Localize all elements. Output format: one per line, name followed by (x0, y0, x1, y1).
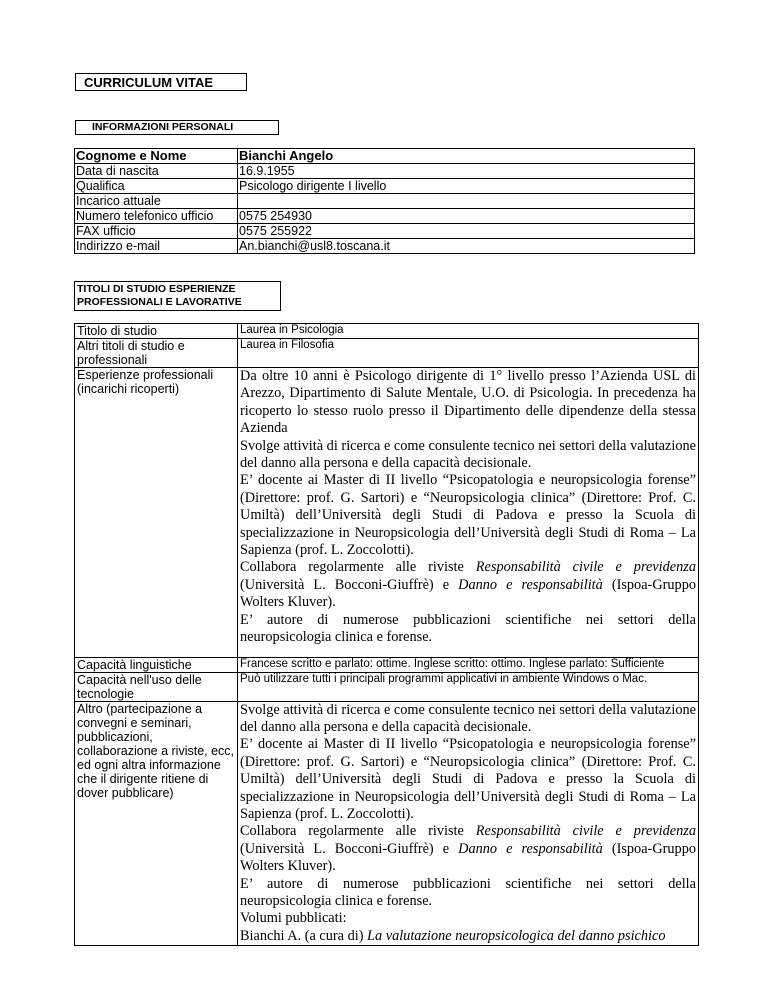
label-name: Cognome e Nome (75, 149, 238, 164)
label-technology: Capacità nell'uso delle tecnologie (75, 672, 238, 701)
label-experience: Esperienze professionali (incarichi ricoperti) (75, 368, 238, 658)
text-span: (Ispoa-Gruppo Wolters Kluver). (240, 576, 696, 611)
personal-info-table (74, 148, 695, 254)
label-languages: Capacità linguistiche (75, 657, 238, 672)
value-other-degrees: Laurea in Filosofia (238, 339, 699, 368)
other-paragraph: E’ autore di numerose pubblicazioni scientifiche nei settori della neuropsicologia clinica e forense. (240, 875, 696, 909)
table-row (75, 657, 699, 672)
text-span: (Ispoa-Gruppo Wolters Kluver). (240, 840, 696, 875)
text-span: (Università L. Bocconi-Giuffrè) e (240, 576, 459, 593)
text-span: Collabora regolarmente alle riviste (240, 823, 476, 840)
table-row (75, 672, 699, 701)
value-qualification: Psicologo dirigente I livello (238, 179, 695, 194)
value-office-phone: 0575 254930 (238, 209, 695, 224)
document-title: CURRICULUM VITAE (75, 73, 247, 91)
other-paragraph (240, 928, 696, 945)
value-experience (238, 368, 699, 658)
value-birthdate: 16.9.1955 (238, 164, 695, 179)
value-technology: Può utilizzare tutti i principali programmi applicativi in ambiente Windows o Mac. (238, 672, 699, 701)
text-span: Collabora regolarmente alle riviste (240, 559, 476, 576)
table-row (75, 194, 695, 209)
value-languages: Francese scritto e parlato: ottime. Inglese scritto: ottimo. Inglese parlato: Sufficiente (238, 657, 699, 672)
value-other (238, 701, 699, 946)
value-fax: 0575 255922 (238, 224, 695, 239)
journal-title: Responsabilità civile e previdenza (475, 559, 696, 576)
label-degree: Titolo di studio (75, 324, 238, 339)
label-other-degrees: Altri titoli di studio e professionali (75, 339, 238, 368)
experience-paragraph: E’ autore di numerose pubblicazioni scientifiche nei settori della neuropsicologia clinica e forense. (240, 611, 696, 646)
value-degree: Laurea in Psicologia (238, 324, 699, 339)
other-paragraph: Svolge attività di ricerca e come consulente tecnico nei settori della valutazione del danno alla persona e della capacità decisionale. (240, 701, 696, 735)
section-heading-education: TITOLI DI STUDIO ESPERIENZE PROFESSIONALI E LAVORATIVE (74, 281, 281, 311)
experience-paragraph (240, 559, 696, 611)
table-row (75, 209, 695, 224)
label-birthdate: Data di nascita (75, 164, 238, 179)
table-row (75, 324, 699, 339)
label-fax: FAX ufficio (75, 224, 238, 239)
text-span: (Università L. Bocconi-Giuffrè) e (240, 840, 459, 857)
table-row (75, 164, 695, 179)
table-row (75, 339, 699, 368)
journal-title: Danno e responsabilità (458, 576, 603, 593)
other-paragraph: E’ docente ai Master di II livello “Psicopatologia e neuropsicologia forense” (Direttore: prof. G. Sartori) e “Neuropsicologia clinica” (Direttore: Prof. C. Umiltà) dell’Università degli Studi di Padova e presso la Scuola di specializzazione in Neuropsicologia dell’Università degli Studi di Roma – La Sapienza (prof. L. Zoccolotti). (240, 736, 696, 822)
education-table (74, 323, 699, 946)
label-office-phone: Numero telefonico ufficio (75, 209, 238, 224)
table-row (75, 701, 699, 946)
value-email: An.bianchi@usl8.toscana.it (238, 239, 695, 254)
journal-title: Danno e responsabilità (458, 840, 603, 857)
spacer (240, 647, 696, 657)
label-email: Indirizzo e-mail (75, 239, 238, 254)
book-title: La valutazione neuropsicologica del danno psichico (367, 927, 666, 944)
section-heading-personal: INFORMAZIONI PERSONALI (75, 120, 279, 135)
label-other: Altro (partecipazione a convegni e seminari, pubblicazioni, collaborazione a riviste, ecc, ed ogni altra informazione che il dirigente ritiene di dover pubblicare) (75, 701, 238, 946)
table-row (75, 179, 695, 194)
experience-paragraph: Svolge attività di ricerca e come consulente tecnico nei settori della valutazione del danno alla persona e della capacità decisionale. (240, 437, 696, 472)
label-current-role: Incarico attuale (75, 194, 238, 209)
table-row (75, 239, 695, 254)
other-paragraph: Volumi pubblicati: (240, 910, 347, 927)
value-current-role (238, 194, 695, 209)
label-qualification: Qualifica (75, 179, 238, 194)
table-row (75, 368, 699, 658)
experience-paragraph: Da oltre 10 anni è Psicologo dirigente di 1° livello presso l’Azienda USL di Arezzo, Dipartimento di Salute Mentale, U.O. di Psicologia. In precedenza ha ricoperto lo stesso ruolo presso il Dipartimento delle dipendenze della stessa Azienda (240, 368, 696, 437)
experience-paragraph: E’ docente ai Master di II livello “Psicopatologia e neuropsicologia forense” (Direttore: prof. G. Sartori) e “Neuropsicologia clinica” (Direttore: Prof. C. Umiltà) dell’Università degli Studi di Padova e presso la Scuola di specializzazione in Neuropsicologia dell’Università degli Studi di Roma – La Sapienza (prof. L. Zoccolotti). (240, 472, 696, 559)
text-span: Bianchi A. (a cura di) (240, 927, 368, 944)
journal-title: Responsabilità civile e previdenza (475, 823, 696, 840)
value-name: Bianchi Angelo (238, 149, 695, 164)
table-row (75, 149, 695, 164)
other-paragraph (240, 823, 696, 875)
table-row (75, 224, 695, 239)
